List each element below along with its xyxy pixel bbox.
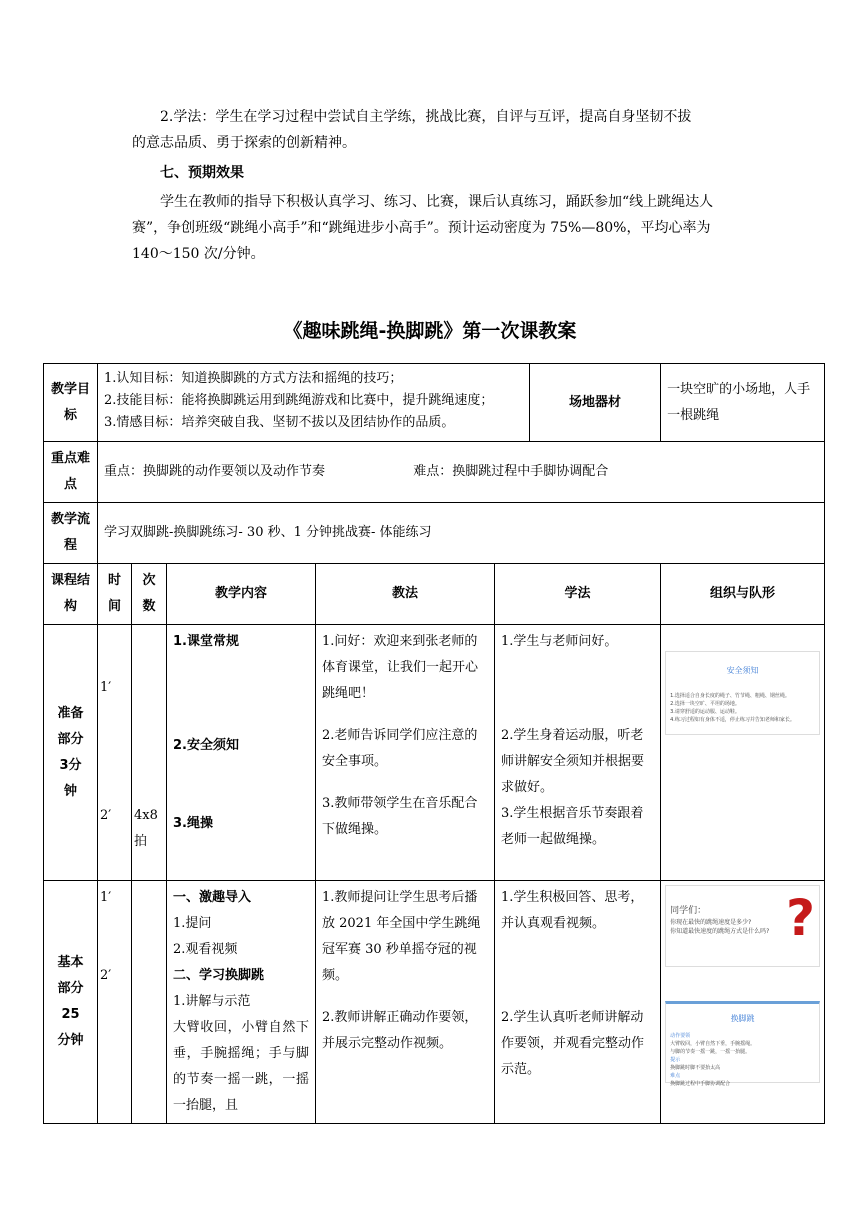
difficulty: 难点：换脚跳过程中手脚协调配合 bbox=[413, 464, 609, 479]
goal-item: 1.认知目标：知道换脚跳的方式方法和摇绳的技巧； bbox=[104, 371, 403, 386]
header-count: 次数 bbox=[132, 564, 167, 625]
intro-paragraph-1 bbox=[132, 104, 732, 156]
key-content bbox=[98, 442, 825, 503]
prep-content-2: 2.安全须知 bbox=[173, 738, 239, 753]
basic-content-2: 2.观看视频 bbox=[173, 942, 238, 957]
goal-list bbox=[98, 364, 530, 442]
prep-method-2: 2.老师告诉同学们应注意的安全事项。 bbox=[322, 728, 478, 769]
technique-slide-line: 动作要领 bbox=[670, 1033, 691, 1039]
safety-slide-line: 3.请穿舒适的运动服、运动鞋。 bbox=[670, 709, 740, 715]
prep-learning-3: 3.学生根据音乐节奏跟着老师一起做绳操。 bbox=[501, 806, 644, 847]
basic-method-1: 1.教师提问让学生思考后播放 2021 年全国中学生跳绳冠军赛 30 秒单摇夺冠的视频。 bbox=[322, 890, 481, 983]
lesson-plan-table bbox=[43, 363, 825, 1124]
prep-content-3: 3.绳操 bbox=[173, 816, 213, 831]
technique-slide-line: 难点 bbox=[670, 1073, 681, 1079]
basic-method-2: 2.教师讲解正确动作要领，并展示完整动作视频。 bbox=[322, 1010, 478, 1051]
question-slide-line: 你现在最快的跳绳速度是多少? bbox=[670, 919, 752, 926]
basic-content-4: 大臂收回，小臂自然下垂，手腕摇绳；手与脚的节奏一摇一跳，一摇一抬腿，且 bbox=[173, 1020, 309, 1113]
basic-heading-1: 一、激趣导入 bbox=[173, 890, 252, 905]
safety-slide-image bbox=[665, 651, 820, 735]
prep-method-1: 1.问好：欢迎来到张老师的体育课堂，让我们一起开心跳绳吧！ bbox=[322, 634, 479, 701]
technique-slide-line: 与脚的节奏一摇一跳，一摇一抬腿。 bbox=[670, 1049, 751, 1055]
basic-row bbox=[44, 881, 825, 1124]
basic-time-2: 2′ bbox=[100, 968, 112, 983]
safety-slide-line: 1.选择适合自身长度的绳子、竹节绳、粗绳、钢丝绳。 bbox=[670, 693, 790, 699]
question-slide-line: 同学们： bbox=[670, 906, 707, 916]
basic-content bbox=[167, 881, 316, 1124]
basic-content-1: 1.提问 bbox=[173, 916, 212, 931]
prep-time-1: 1′ bbox=[100, 680, 112, 695]
prep-row bbox=[44, 625, 825, 881]
question-slide-image bbox=[665, 885, 820, 967]
header-time: 时间 bbox=[98, 564, 132, 625]
basic-label: 基本部分25分钟 bbox=[44, 881, 98, 1124]
safety-slide-title: 安全须知 bbox=[726, 666, 759, 675]
flow-label: 教学流程 bbox=[44, 503, 98, 564]
key-label: 重点难点 bbox=[44, 442, 98, 503]
basic-learning bbox=[495, 881, 661, 1124]
prep-learning bbox=[495, 625, 661, 881]
goal-label: 教学目标 bbox=[44, 364, 98, 442]
prep-content-1: 1.课堂常规 bbox=[173, 634, 239, 649]
venue-value: 一块空旷的小场地，人手一根跳绳 bbox=[661, 364, 825, 442]
basic-heading-2: 二、学习换脚跳 bbox=[173, 968, 265, 983]
key-row bbox=[44, 442, 825, 503]
venue-label: 场地器材 bbox=[530, 364, 661, 442]
safety-slide-line: 4.练习过程如有身体不适，停止练习并告知老师和家长。 bbox=[670, 717, 795, 723]
section-heading-7: 七、预期效果 bbox=[160, 165, 244, 181]
prep-learning-2: 2.学生身着运动服，听老师讲解安全须知并根据要求做好。 bbox=[501, 728, 645, 795]
header-org: 组织与队形 bbox=[661, 564, 825, 625]
header-content: 教学内容 bbox=[167, 564, 316, 625]
technique-slide-line: 提示 bbox=[670, 1057, 681, 1063]
basic-method bbox=[316, 881, 495, 1124]
technique-slide-title: 换脚跳 bbox=[730, 1014, 755, 1023]
header-structure: 课程结构 bbox=[44, 564, 98, 625]
prep-method-3: 3.教师带领学生在音乐配合下做绳操。 bbox=[322, 796, 478, 837]
prep-method bbox=[316, 625, 495, 881]
basic-learning-1: 1.学生积极回答、思考，并认真观看视频。 bbox=[501, 890, 644, 931]
prep-count bbox=[132, 625, 167, 881]
goal-item: 2.技能目标：能将换脚跳运用到跳绳游戏和比赛中，提升跳绳速度； bbox=[104, 393, 494, 408]
intro-paragraph-2: 学生在教师的指导下积极认真学习、练习、比赛，课后认真练习，踊跃参加“线上跳绳达人赛”，争创班级“跳绳小高手”和“跳绳进步小高手”。预计运动密度为 75%—80%，平均心率为 140～150 次/分钟。 bbox=[132, 194, 714, 262]
lesson-plan-title: 《趣味跳绳-换脚跳》第一次课教案 bbox=[283, 320, 577, 342]
technique-slide-line: 大臂收回，小臂自然下垂，手腕摇绳。 bbox=[670, 1041, 756, 1047]
flow-value: 学习双脚跳-换脚跳练习- 30 秒、1 分钟挑战赛- 体能练习 bbox=[98, 503, 825, 564]
prep-time-2: 2′ bbox=[100, 808, 112, 823]
safety-slide-line: 2.选择一块空旷、平坦的场地。 bbox=[670, 701, 740, 707]
header-row bbox=[44, 564, 825, 625]
prep-label: 准备部分3分钟 bbox=[44, 625, 98, 881]
basic-learning-2: 2.学生认真听老师讲解动作要领，并观看完整动作示范。 bbox=[501, 1010, 645, 1077]
basic-time-1: 1′ bbox=[100, 890, 112, 905]
prep-learning-1: 1.学生与老师问好。 bbox=[501, 634, 618, 649]
header-learning: 学法 bbox=[495, 564, 661, 625]
basic-content-3: 1.讲解与示范 bbox=[173, 994, 251, 1009]
key-point: 重点：换脚跳的动作要领以及动作节奏 bbox=[104, 464, 326, 479]
technique-slide-image bbox=[665, 1001, 820, 1087]
basic-count bbox=[132, 881, 167, 1124]
intro-para1-line2: 的意志品质、勇于探索的创新精神。 bbox=[132, 135, 356, 151]
technique-slide-line: 换脚跳过程中手脚协调配合 bbox=[670, 1081, 731, 1087]
prep-content bbox=[167, 625, 316, 881]
goals-row bbox=[44, 364, 825, 442]
flow-row bbox=[44, 503, 825, 564]
intro-para1-line1: 2.学法：学生在学习过程中尝试自主学练，挑战比赛，自评与互评，提高自身坚韧不拔 bbox=[160, 109, 692, 125]
basic-time bbox=[98, 881, 132, 1124]
prep-org bbox=[661, 625, 825, 881]
question-mark-icon: ? bbox=[786, 889, 816, 947]
prep-count-value: 4x8拍 bbox=[134, 808, 158, 849]
technique-slide-line: 换脚跳时脚不要抬太高 bbox=[670, 1065, 721, 1071]
prep-time bbox=[98, 625, 132, 881]
goal-item: 3.情感目标：培养突破自我、坚韧不拔以及团结协作的品质。 bbox=[104, 415, 455, 430]
question-slide-line: 你知道最快速度的跳绳方式是什么吗? bbox=[670, 928, 770, 935]
basic-org bbox=[661, 881, 825, 1124]
header-method: 教法 bbox=[316, 564, 495, 625]
